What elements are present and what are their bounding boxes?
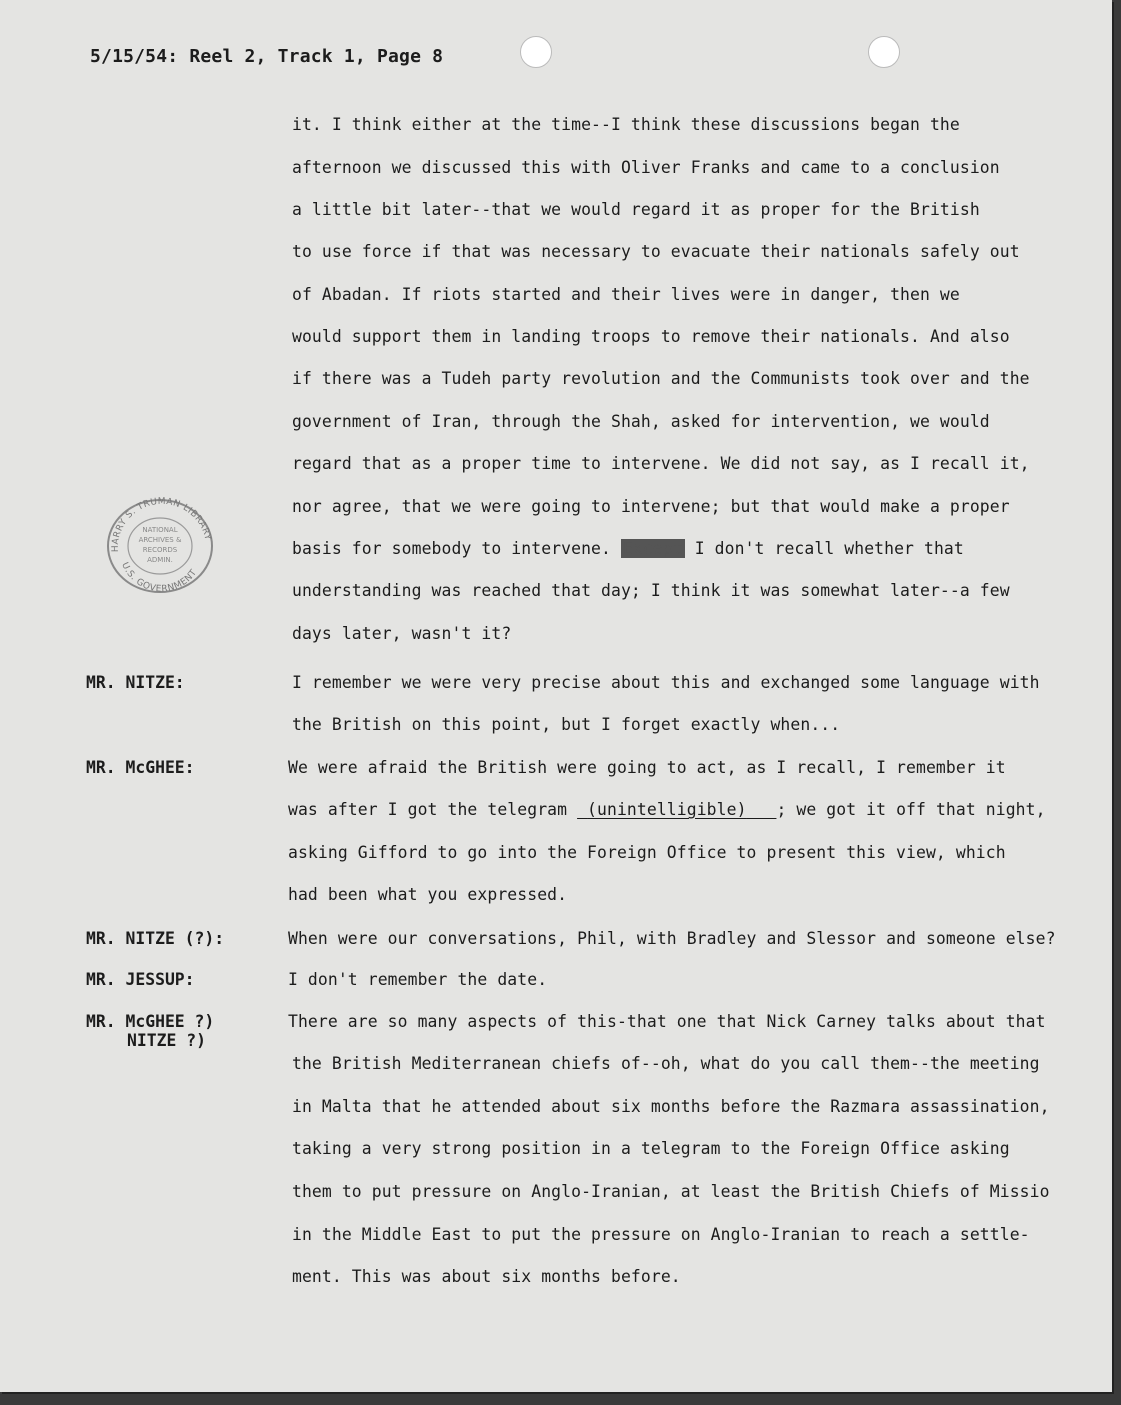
stamp-inner-3: RECORDS [142,546,178,554]
mcghee2-line-4: taking a very strong position in a telegram to the Foreign Office asking [292,1139,1010,1158]
stamp-text-bottom: U.S. GOVERNMENT [119,561,200,595]
block1-line-11 [292,539,964,558]
jessup-line-1: I don't remember the date. [288,970,548,989]
struck-out-word: Except [622,539,683,558]
block1-line-10: nor agree, that we were going to intervene; but that would make a proper [292,497,1010,516]
stamp-text-top: HARRY S. TRUMAN LIBRARY [110,496,213,553]
mcghee2-line-1: There are so many aspects of this-that one that Nick Carney talks about that [288,1012,1046,1031]
punch-hole-right [868,36,900,68]
block1-line-5: of Abadan. If riots started and their lives were in danger, then we [292,285,960,304]
stamp-inner-2: ARCHIVES & [138,536,182,544]
block1-line-1: it. I think either at the time--I think these discussions began the [292,115,960,134]
mcghee1-line-3: asking Gifford to go into the Foreign Office to present this view, which [288,843,1006,862]
stamp-inner-1: NATIONAL [142,526,178,534]
nitze1-line-1: I remember we were very precise about this and exchanged some language with [292,673,1040,692]
mcghee2-line-7: ment. This was about six months before. [292,1267,681,1286]
page-header: 5/15/54: Reel 2, Track 1, Page 8 [90,46,444,67]
stamp-inner-4: ADMIN. [147,556,173,564]
block1-line-12: understanding was reached that day; I think it was somewhat later--a few [292,581,1010,600]
mcghee1-line-4: had been what you expressed. [288,885,568,904]
svg-text:U.S. GOVERNMENT [119,561,199,594]
block1-line-8: government of Iran, through the Shah, asked for intervention, we would [292,412,990,431]
mcghee1-line-1: We were afraid the British were going to act, as I recall, I remember it [288,758,1006,777]
truman-library-stamp [98,494,222,598]
nitze2-line-1: When were our conversations, Phil, with Bradley and Slessor and someone else? [288,929,1056,948]
block1-line-9: regard that as a proper time to intervene. We did not say, as I recall it, [292,454,1030,473]
speaker-mcghee-2: MR. McGHEE ?) [86,1012,215,1031]
block1-line-11-a: basis for somebody to intervene. [292,539,611,558]
unintelligible-note [577,800,776,819]
speaker-nitze-2: MR. NITZE (?): [86,929,225,948]
mcghee1-line-2-c: ; we got it off that night, [776,800,1046,819]
mcghee2-line-2: the British Mediterranean chiefs of--oh, what do you call them--the meeting [292,1054,1040,1073]
block1-line-2: afternoon we discussed this with Oliver Franks and came to a conclusion [292,158,1000,177]
block1-line-7: if there was a Tudeh party revolution and the Communists took over and the [292,369,1030,388]
mcghee2-line-6: in the Middle East to put the pressure on Anglo-Iranian to reach a settle- [292,1225,1030,1244]
mcghee1-line-2-a: was after I got the telegram [288,800,568,819]
speaker-jessup: MR. JESSUP: [86,970,195,989]
mcghee1-line-2 [288,800,1046,819]
block1-line-13: days later, wasn't it? [292,624,512,643]
speaker-nitze-3: NITZE ?) [127,1031,206,1050]
block1-line-6: would support them in landing troops to remove their nationals. And also [292,327,1010,346]
mcghee2-line-5: them to put pressure on Anglo-Iranian, at least the British Chiefs of Missio [292,1182,1050,1201]
speaker-mcghee-1: MR. McGHEE: [86,758,195,777]
block1-line-4: to use force if that was necessary to evacuate their nationals safely out [292,242,1020,261]
speaker-nitze-1: MR. NITZE: [86,673,185,692]
block1-line-11-c: I don't recall whether that [694,539,964,558]
mcghee2-line-3: in Malta that he attended about six months before the Razmara assassination, [292,1097,1050,1116]
unintelligible-text: (unintelligible) [587,800,747,819]
nitze1-line-2: the British on this point, but I forget exactly when... [292,715,841,734]
punch-hole-left [520,36,552,68]
speaker-mcghee-nitze [86,1012,214,1050]
block1-line-3: a little bit later--that we would regard it as proper for the British [292,200,980,219]
